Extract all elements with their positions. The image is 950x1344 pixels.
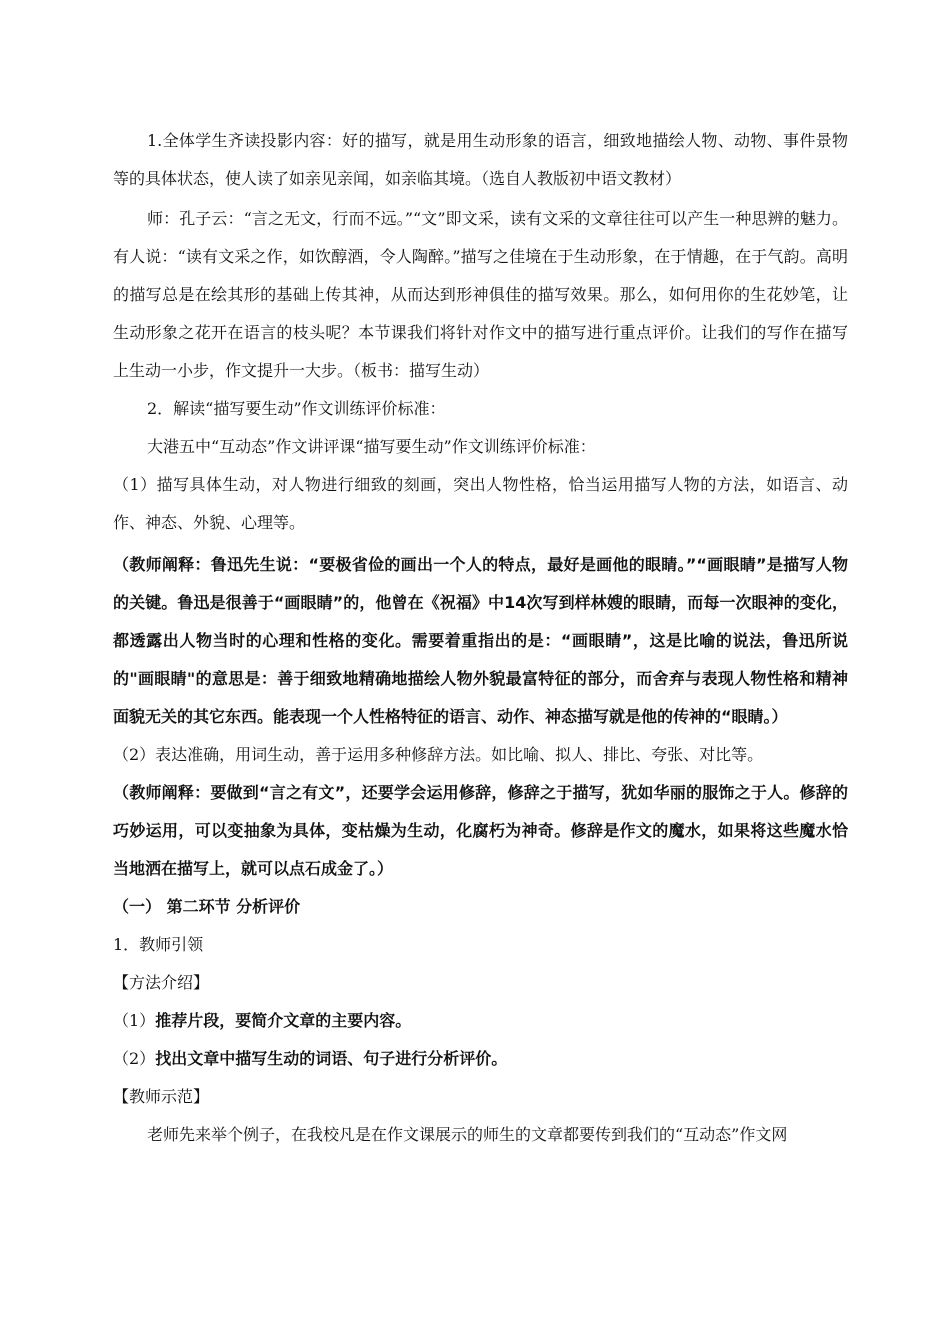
- document-body: [113, 122, 848, 1154]
- paragraph-teacher-note-1: （教师阐释：鲁迅先生说：“要极省俭的画出一个人的特点，最好是画他的眼睛。”“画眼睛”是描写人物的关键。鲁迅是很善于“画眼睛”的，他曾在《祝福》中14次写到样林嫂的眼睛，而每一次眼神的变化，都透露出人物当时的心理和性格的变化。需要着重指出的是：“画眼睛”，这是比喻的说法，鲁迅所说的"画眼睛"的意思是：善于细致地精确地描绘人物外貌最富特征的部分，而舍弃与表现人物性格和精神面貌无关的其它东西。能表现一个人性格特征的语言、动作、神态描写就是他的传神的“眼睛。）: [113, 555, 848, 726]
- paragraph-2-heading: 2．解读“描写要生动”作文训练评价标准：: [147, 399, 446, 418]
- paragraph-method-1: [113, 1002, 848, 1040]
- paragraph-criterion-1: （1）描写具体生动，对人物进行细致的刻画，突出人物性格，恰当运用描写人物的方法，如语言、动作、神态、外貌、心理等。: [113, 475, 848, 532]
- paragraph-teacher-quote: 师：孔子云：“言之无文，行而不远。”“文”即文采，读有文采的文章往往可以产生一种思辨的魅力。有人说：“读有文采之作，如饮醇酒，令人陶醉。”描写之佳境在于生动形象，在于情趣，在于气韵。高明的描写总是在绘其形的基础上传其神，从而达到形神俱佳的描写效果。那么，如何用你的生花妙笔，让生动形象之花开在语言的枝头呢？本节课我们将针对作文中的描写进行重点评价。让我们的写作在描写上生动一小步，作文提升一大步。（板书：描写生动）: [113, 209, 848, 380]
- method-2-text: 找出文章中描写生动的词语、句子进行分析评价。: [155, 1049, 508, 1068]
- method-2-number: （2）: [113, 1049, 156, 1068]
- paragraph-example: 老师先来举个例子，在我校凡是在作文课展示的师生的文章都要传到我们的“互动态”作文网: [147, 1125, 788, 1144]
- paragraph-standard-title: 大港五中“互动态”作文讲评课“描写要生动”作文训练评价标准：: [147, 437, 596, 456]
- paragraph-method-intro: 【方法介绍】: [113, 973, 210, 992]
- method-1-number: （1）: [113, 1011, 156, 1030]
- paragraph-teacher-demo: 【教师示范】: [113, 1087, 210, 1106]
- paragraph-criterion-2: （2）表达准确，用词生动，善于运用多种修辞方法。如比喻、拟人、排比、夸张、对比等。: [113, 745, 764, 764]
- paragraph-1-intro: 1.全体学生齐读投影内容：好的描写，就是用生动形象的语言，细致地描绘人物、动物、事件景物等的具体状态，使人读了如亲见亲闻，如亲临其境。（选自人教版初中语文教材）: [113, 131, 848, 188]
- paragraph-teacher-lead: 1．教师引领: [113, 935, 204, 954]
- method-1-text: 推荐片段，要简介文章的主要内容。: [155, 1011, 412, 1030]
- section-heading-analysis: （一） 第二环节 分析评价: [113, 897, 301, 916]
- paragraph-teacher-note-2: （教师阐释：要做到“言之有文”，还要学会运用修辞，修辞之于描写，犹如华丽的服饰之于人。修辞的巧妙运用，可以变抽象为具体，变枯燥为生动，化腐朽为神奇。修辞是作文的魔水，如果将这些魔水恰当地洒在描写上，就可以点石成金了。）: [113, 783, 848, 878]
- paragraph-method-2: [113, 1040, 848, 1078]
